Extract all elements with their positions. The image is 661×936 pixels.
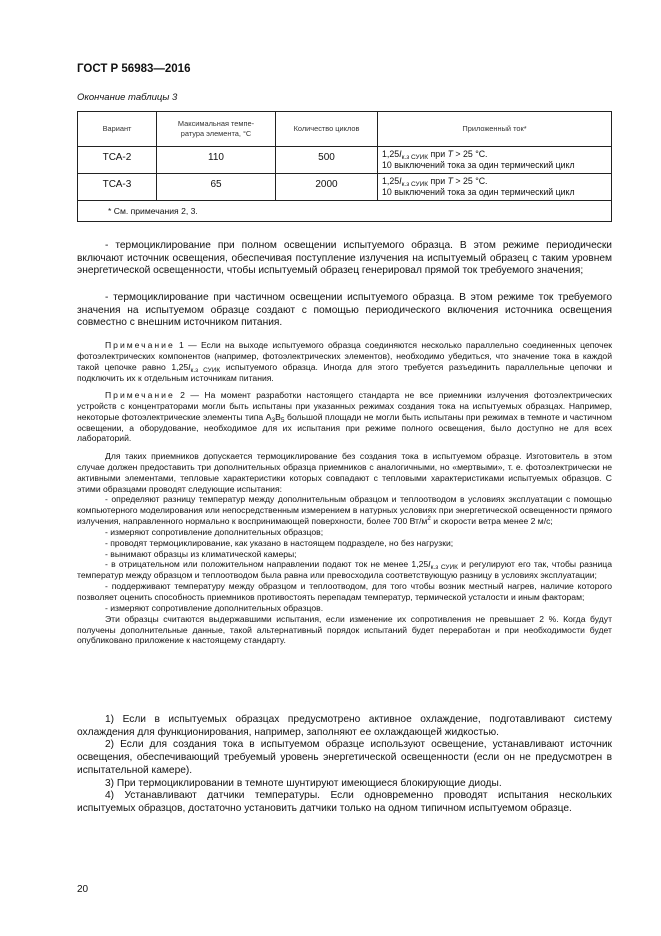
note-2-continuation: [77, 451, 612, 646]
cell-variant: ТСА-2: [78, 147, 157, 174]
step-4: 4) Устанавливают датчики температуры. Если одновременно проводят испытания нескольких испытуемых образцов, достаточно установить датчики только на одном типичном испытуемом образце.: [77, 790, 612, 814]
list-item: - поддерживают температуру между образцом и теплоотводом, для того чтобы возник местный нагрев, наличие которого позволяет оценить способность приемников противостоять перепадам температур, термической усталости и иным факторам;: [77, 581, 612, 602]
cell-cycles: 2000: [276, 174, 378, 201]
header-temp: Максимальная темпе- ратура элемента, °С: [157, 112, 276, 147]
data-table: [77, 111, 612, 222]
cell-cycles: 500: [276, 147, 378, 174]
step-2: 2) Если для создания тока в испытуемом образце используют освещение, устанавливают источник освещения, обеспечивающий требуемый уровень энергетической освещенности (если он не предусмотрен в испытательной камере).: [77, 739, 612, 776]
header-variant: Вариант: [78, 112, 157, 147]
cell-current: $1,25I_{к.з СУИК}$ при T > 25 °С. 10 выключений тока за один термический цикл: [378, 147, 612, 174]
list-item: - определяют разницу температур между дополнительным образцом и теплоотводом в условиях эксплуатации с помощью компьютерного моделирования или непосредственным измерением в натурных условиях при энергетической освещенности прямого излучения, направленного нормально к воспринимающей поверхности, более 700 $Вт/м^2$ и скорости ветра менее 2 м/с;: [77, 494, 612, 527]
table-caption: Окончание таблицы 3: [77, 92, 178, 103]
list-item: - вынимают образцы из климатической камеры;: [105, 548, 297, 559]
table-header-row: [78, 112, 612, 147]
note-1: Примечание 1 — Если на выходе испытуемого образца соединяются несколько параллельно соединенных цепочек фотоэлектрических компонентов (например, фотоэлектрических элементов), необходимо убедиться, что значение тока в каждой такой цепочке равно $1,25I_{к.з СУИК}$ испытуемого образца. Иногда для этого требуется разъединить параллельные цепочки и подключить их к отдельным источникам питания.: [77, 340, 613, 383]
step-3: 3) При термоциклировании в темноте шунтируют имеющиеся блокирующие диоды.: [105, 777, 502, 789]
table-footnote: * См. примечания 2, 3.: [78, 201, 612, 222]
header-current: Приложенный ток*: [378, 112, 612, 147]
table-footnote-row: [78, 201, 612, 222]
note-2: Примечание 2 — На момент разработки настоящего стандарта не все приемники излучения фотоэлектрических устройств с концентраторами могли быть испытаны при указанных режимах создания тока на испытуемых образцах. Например, некоторые фотоэлектрические элементы типа $A_3B_5$ большой площади не могли быть испытаны при режимах в темноте и частичном освещении, а оборудование, необходимое для их испытания при режиме полного освещения, было доступно не для всех лабораторий.: [77, 390, 612, 444]
cell-temp: 110: [157, 147, 276, 174]
list-item: - измеряют сопротивление дополнительных образцов;: [105, 526, 324, 537]
cell-current: $1,25I_{к.з СУИК}$ при T > 25 °С. 10 выключений тока за один термический цикл: [378, 174, 612, 201]
numbered-steps: [77, 714, 612, 816]
small-paragraph: Эти образцы считаются выдержавшими испытания, если изменение их сопротивления не превышает 2 %. Когда будут получены дополнительные данные, такой альтернативный порядок испытаний будет переработан и при необходимости будет опубликовано приложение к настоящему стандарту.: [77, 613, 612, 646]
list-item: - в отрицательном или положительном направлении подают ток не менее $1,25I_{к.з СУИК}$ и регулируют его так, чтобы разница температур между образцом и теплоотводом была равна или превосходила соответствующую разницу в условиях эксплуатации;: [77, 559, 612, 581]
paragraph-full-illumination: - термоциклирование при полном освещении испытуемого образца. В этом режиме периодически включают источник освещения, обеспечивая поступление излучения на испытуемый образец с таким уровнем энергетической освещенности, чтобы испытуемый образец генерировал прямой ток требуемого значения;: [77, 240, 612, 277]
cell-variant: ТСА-3: [78, 174, 157, 201]
document-header: ГОСТ Р 56983—2016: [77, 63, 191, 75]
header-cycles: Количество циклов: [276, 112, 378, 147]
page-number: 20: [77, 884, 89, 895]
cell-temp: 65: [157, 174, 276, 201]
table-row: [78, 147, 612, 174]
step-1: 1) Если в испытуемых образцах предусмотрено активное охлаждение, подготавливают систему охлаждения для функционирования, например, заполняют ее охлаждающей жидкостью.: [77, 714, 612, 738]
list-item: - измеряют сопротивление дополнительных образцов.: [105, 602, 324, 613]
table-row: [78, 174, 612, 201]
small-paragraph: Для таких приемников допускается термоциклирование без создания тока в испытуемом образце. Изготовитель в этом случае должен предоставить три дополнительных образца приемников с аналогичными, но «мертвыми», т. е. фотоэлектрически не активными элементами, тепловые характеристики которых совпадают с тепловыми характеристиками испытуемых образцов. С этими образцами проводят следующие испытания:: [77, 451, 612, 494]
list-item: - проводят термоциклирование, как указано в настоящем подразделе, но без нагрузки;: [105, 537, 454, 548]
paragraph-partial-illumination: - термоциклирование при частичном освещении испытуемого образца. В этом режиме ток требуемого значения на испытуемом образце создают с помощью периодического включения источника освещения совместно с внешним источником питания.: [77, 292, 612, 329]
